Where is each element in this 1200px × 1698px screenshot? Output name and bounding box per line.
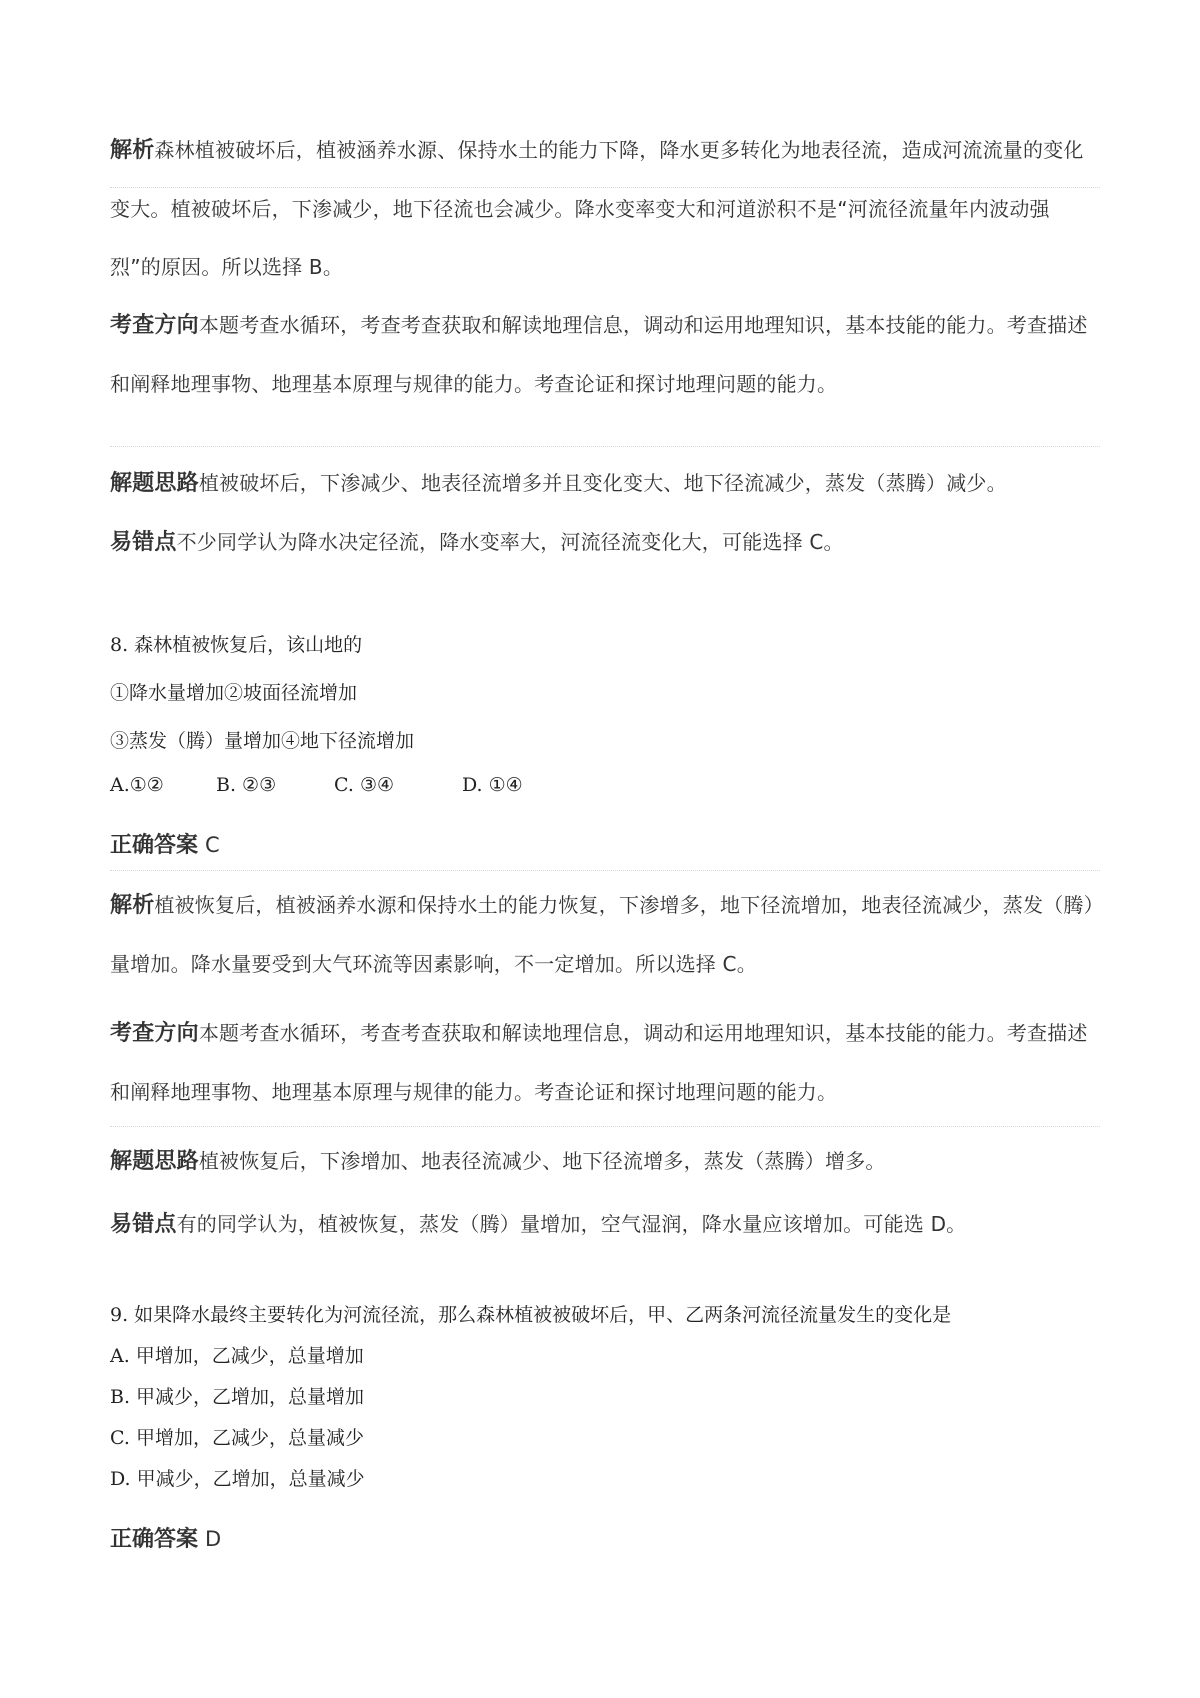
question-9-option-d[interactable]: D. 甲减少，乙增加，总量减少 (110, 1468, 365, 1490)
answer-label: 正确答案 (110, 1527, 199, 1552)
question-9-answer (110, 1522, 221, 1553)
analysis-text: 森林植被破坏后，植被涵养水源、保持水土的能力下降，降水更多转化为地表径流，造成河流流量的变化变大。植被破坏后，下渗减少，地下径流也会减少。降水变率变大和河道淤积不是“河流径流量年内波动强烈”的原因。所以选择 B。 (110, 138, 1084, 279)
question-9-option-b[interactable]: B. 甲减少，乙增加，总量增加 (110, 1386, 365, 1408)
common-mistake-text: 不少同学认为降水决定径流，降水变率大，河流径流变化大，可能选择 C。 (176, 530, 844, 554)
common-mistake-label: 易错点 (110, 1212, 177, 1237)
analysis-paragraph (110, 121, 1100, 296)
question-8-answer (110, 828, 220, 859)
exam-direction-text: 本题考查水循环，考查考查获取和解读地理信息，调动和运用地理知识，基本技能的能力。考查描述和阐释地理事物、地理基本原理与规律的能力。考查论证和探讨地理问题的能力。 (110, 1021, 1088, 1104)
question-8-solution-approach-paragraph (110, 1132, 1100, 1191)
analysis-text: 植被恢复后，植被涵养水源和保持水土的能力恢复，下渗增多，地下径流增加，地表径流减少，蒸发（腾）量增加。降水量要受到大气环流等因素影响，不一定增加。所以选择 C。 (110, 893, 1094, 976)
question-9-option-c[interactable]: C. 甲增加，乙减少，总量减少 (110, 1427, 364, 1449)
analysis-label: 解析 (110, 893, 155, 918)
answer-value: C (205, 833, 220, 857)
common-mistake-label: 易错点 (110, 530, 177, 555)
option-b[interactable]: B. ②③ (216, 774, 277, 796)
question-8-statement-1: ①降水量增加②坡面径流增加 (110, 682, 358, 704)
divider (110, 870, 1100, 871)
answer-value: D (205, 1527, 222, 1551)
exam-direction-paragraph (110, 296, 1100, 413)
question-8-exam-direction-paragraph (110, 1004, 1100, 1121)
option-d[interactable]: D. ①④ (462, 774, 523, 796)
divider (110, 1126, 1100, 1127)
common-mistake-text: 有的同学认为，植被恢复，蒸发（腾）量增加，空气湿润，降水量应该增加。可能选 D。 (176, 1212, 967, 1236)
solution-approach-label: 解题思路 (110, 1149, 199, 1174)
divider (110, 446, 1100, 447)
solution-approach-paragraph (110, 454, 1100, 513)
solution-approach-text: 植被恢复后，下渗增加、地表径流减少、地下径流增多，蒸发（蒸腾）增多。 (198, 1149, 886, 1173)
solution-approach-label: 解题思路 (110, 471, 199, 496)
question-8-stem: 8. 森林植被恢复后，该山地的 (110, 634, 363, 656)
common-mistake-paragraph (110, 513, 1100, 572)
question-8-common-mistake-paragraph (110, 1195, 1100, 1254)
question-8-analysis-paragraph (110, 876, 1100, 993)
option-c[interactable]: C. ③④ (334, 774, 395, 796)
question-9-option-a[interactable]: A. 甲增加，乙减少，总量增加 (110, 1345, 364, 1367)
exam-direction-label: 考查方向 (110, 1021, 199, 1046)
answer-label: 正确答案 (110, 833, 199, 858)
solution-approach-text: 植被破坏后，下渗减少、地表径流增多并且变化变大、地下径流减少，蒸发（蒸腾）减少。 (198, 471, 1007, 495)
exam-direction-label: 考查方向 (110, 313, 199, 338)
question-8-options (110, 774, 1100, 796)
exam-direction-text: 本题考查水循环，考查考查获取和解读地理信息，调动和运用地理知识，基本技能的能力。考查描述和阐释地理事物、地理基本原理与规律的能力。考查论证和探讨地理问题的能力。 (110, 313, 1088, 396)
question-8-statement-2: ③蒸发（腾）量增加④地下径流增加 (110, 730, 415, 752)
analysis-label: 解析 (110, 138, 155, 163)
option-a[interactable]: A.①② (110, 774, 164, 796)
divider (110, 187, 1100, 188)
question-9-stem: 9. 如果降水最终主要转化为河流径流，那么森林植被被破坏后，甲、乙两条河流径流量发生的变化是 (110, 1304, 952, 1326)
